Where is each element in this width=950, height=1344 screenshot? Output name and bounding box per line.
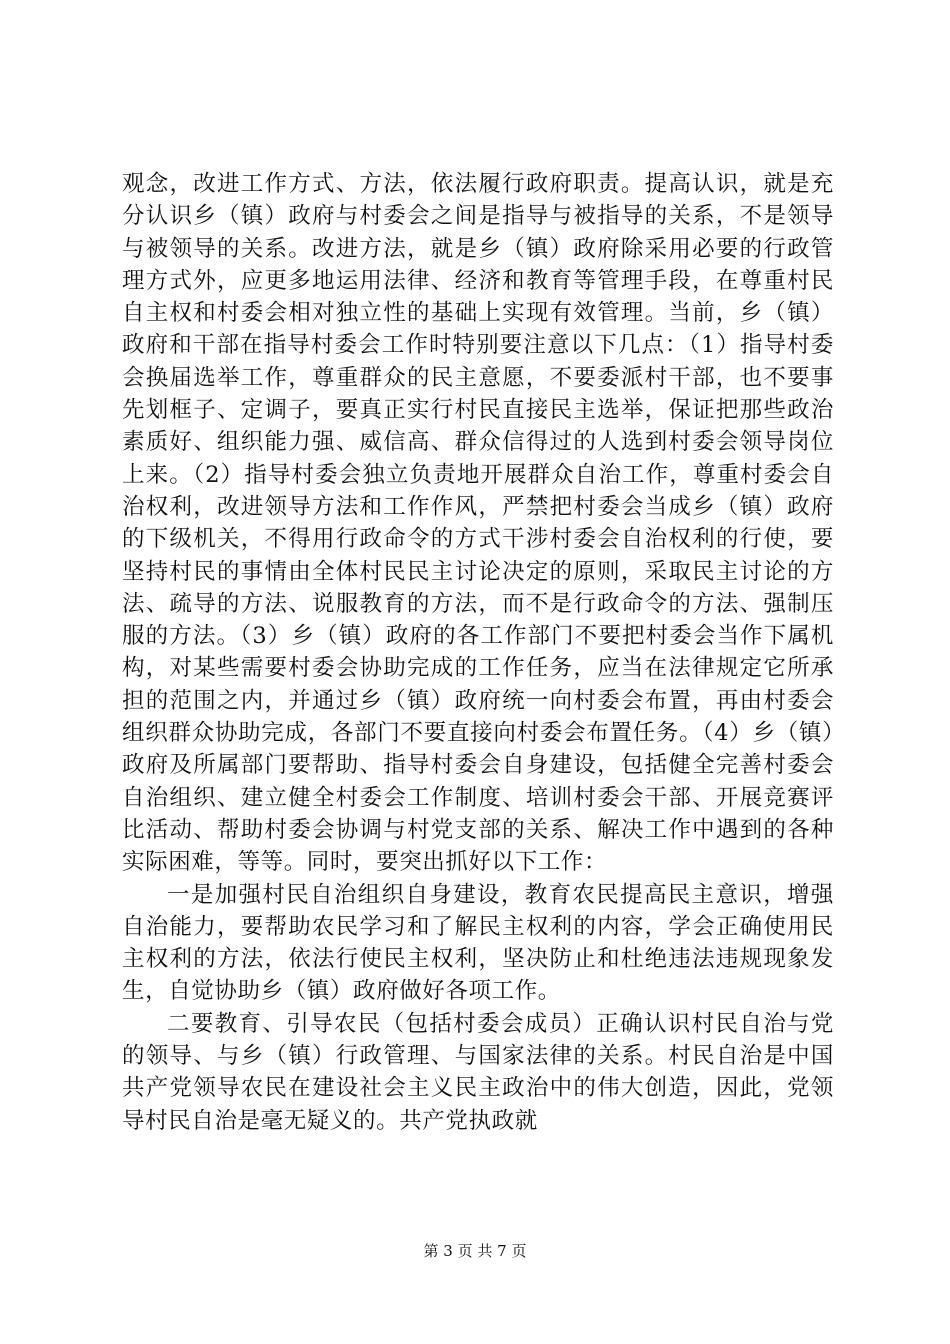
page-number-footer: 第 3 页 共 7 页 — [423, 1242, 527, 1260]
paragraph-3: 二要教育、引导农民（包括村委会成员）正确认识村民自治与党的领导、与乡（镇）行政管理、与国家法律的关系。村民自治是中国共产党领导农民在建设社会主义民主政治中的伟大创造，因此，党领导村民自治是毫无疑义的。共产党执政就 — [122, 1010, 834, 1134]
document-body — [122, 168, 834, 1137]
paragraph-1: 观念，改进工作方式、方法，依法履行政府职责。提高认识，就是充分认识乡（镇）政府与村委会之间是指导与被指导的关系，不是领导与被领导的关系。改进方法，就是乡（镇）政府除采用必要的行政管理方式外，应更多地运用法律、经济和教育等管理手段，在尊重村民自主权和村委会相对独立性的基础上实现有效管理。当前，乡（镇）政府和干部在指导村委会工作时特别要注意以下几点：（1）指导村委会换届选举工作，尊重群众的民主意愿，不要委派村干部，也不要事先划框子、定调子，要真正实行村民直接民主选举，保证把那些政治素质好、组织能力强、威信高、群众信得过的人选到村委会领导岗位上来。（2）指导村委会独立负责地开展群众自治工作，尊重村委会自治权利，改进领导方法和工作作风，严禁把村委会当成乡（镇）政府的下级机关，不得用行政命令的方式干涉村委会自治权利的行使，要坚持村民的事情由全体村民民主讨论决定的原则，采取民主讨论的方法、疏导的方法、说服教育的方法，而不是行政命令的方法、强制压服的方法。（3）乡（镇）政府的各工作部门不要把村委会当作下属机构，对某些需要村委会协助完成的工作任务，应当在法律规定它所承担的范围之内，并通过乡（镇）政府统一向村委会布置，再由村委会组织群众协助完成，各部门不要直接向村委会布置任务。（4）乡（镇）政府及所属部门要帮助、指导村委会自身建设，包括健全完善村委会自治组织、建立健全村委会工作制度、培训村委会干部、开展竞赛评比活动、帮助村委会协调与村党支部的关系、解决工作中遇到的各种实际困难，等等。同时，要突出抓好以下工作： — [122, 171, 834, 876]
paragraph-2: 一是加强村民自治组织自身建设，教育农民提高民主意识，增强自治能力，要帮助农民学习和了解民主权利的内容，学会正确使用民主权利的方法，依法行使民主权利，坚决防止和杜绝违法违规现象发生，自觉协助乡（镇）政府做好各项工作。 — [122, 881, 834, 1005]
